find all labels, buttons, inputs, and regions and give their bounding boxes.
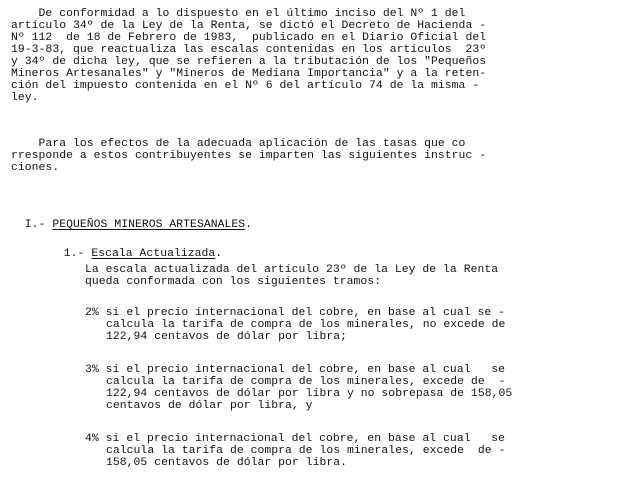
section-number: I.- — [24, 219, 46, 231]
intro-line: 19-3-83, que reactualiza las escalas contenidas en los artículos 23º — [11, 44, 487, 56]
tramo-line: calcula la tarifa de compra de los minerales, excede de - — [106, 445, 506, 457]
subsection-title-end: . — [215, 248, 223, 260]
tramo-line: 122,94 centavos de dólar por libra; — [106, 331, 347, 343]
tramo-line: 158,05 centavos de dólar por libra. — [106, 457, 347, 469]
instructions-line: rresponde a estos contribuyentes se imparten las siguientes instruc - — [11, 150, 487, 162]
tramo-line: 3% si el precio internacional del cobre, en base al cual se — [85, 364, 506, 376]
intro-line: Nº 112 de 18 de Febrero de 1983, publicado en el Diario Oficial del — [11, 32, 487, 44]
scale-line: queda conformada con los siguientes tramos: — [85, 276, 382, 288]
tramo-line: 122,94 centavos de dólar por libra y no sobrepasa de 158,05 — [106, 388, 513, 400]
intro-line: De conformidad a lo dispuesto en el último inciso del Nº 1 del — [11, 8, 466, 20]
intro-line: Mineros Artesanales" y "Mineros de Mediana Importancia" y a la reten- — [11, 68, 487, 80]
tramo-line: 2% si el precio internacional del cobre, en base al cual se - — [85, 307, 506, 319]
instructions-line: Para los efectos de la adecuada aplicación de las tasas que co — [11, 138, 466, 150]
scale-line: La escala actualizada del artículo 23º de la Ley de la Renta — [85, 264, 499, 276]
section-title-end: . — [245, 219, 253, 231]
subsection-heading — [50, 236, 222, 260]
intro-line: ley. — [11, 92, 39, 104]
tramo-line: calcula la tarifa de compra de los minerales, excede de - — [106, 376, 506, 388]
intro-line: artículo 34º de la Ley de la Renta, se dictó el Decreto de Hacienda - — [11, 20, 487, 32]
instructions-line: ciones. — [11, 162, 60, 174]
section-title: PEQUEÑOS MINEROS ARTESANALES — [52, 219, 246, 231]
tramo-line: centavos de dólar por libra, y — [106, 400, 313, 412]
subsection-number: 1.- — [63, 248, 85, 260]
subsection-title: Escala Actualizada — [91, 248, 216, 260]
section-heading — [11, 207, 252, 231]
intro-line: y 34º de dicha ley, que se refieren a la tributación de los "Pequeños — [11, 56, 487, 68]
tramo-line: 4% si el precio internacional del cobre, en base al cual se — [85, 433, 506, 445]
intro-line: ción del impuesto contenida en el Nº 6 del artículo 74 de la misma - — [11, 80, 480, 92]
tramo-line: calcula la tarifa de compra de los minerales, no excede de — [106, 319, 506, 331]
